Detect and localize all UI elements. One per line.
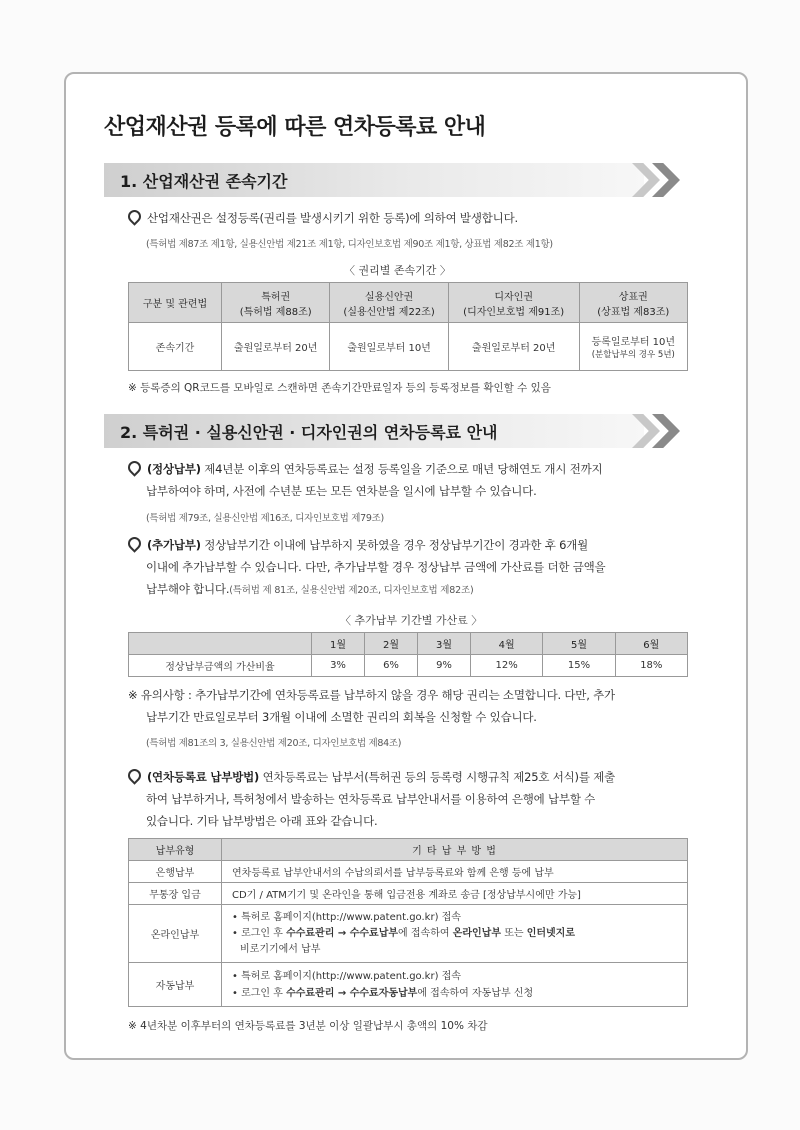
table-cell: 무통장 입금: [129, 883, 222, 905]
table-cell: 18%: [615, 655, 687, 677]
table-cell: • 특허로 홈페이지(http://www.patent.go.kr) 접속 • 로그인 후 수수료관리 → 수수료자동납부에 접속하여 자동납부 신청: [222, 963, 688, 1007]
location-pin-icon: [125, 766, 143, 784]
table-header: 특허권 (특허법 제88조): [222, 283, 330, 323]
section-2-heading: [104, 414, 684, 448]
table-cell: 은행납부: [129, 861, 222, 883]
table-header: 3월: [418, 633, 471, 655]
additional-payment-text: (추가납부) 정상납부기간 이내에 납부하지 못하였을 경우 정상납부기간이 경과한 후 6개월 이내에 추가납부할 수 있습니다. 다만, 추가납부할 경우 정상납부 금액에 가산료를 더한 금액을 납부해야 합니다.(특허법 제 81조, 실용신안법 제20조, 디자인보호법 제82조): [128, 534, 688, 602]
section-1-bullet: 산업재산권은 설정등록(권리를 발생시키기 위한 등록)에 의하여 발생합니다.: [128, 207, 518, 229]
table-header: 6월: [615, 633, 687, 655]
regular-payment-ref: (특허법 제79조, 실용신안법 제16조, 디자인보호법 제79조): [146, 513, 384, 524]
page-title: 산업재산권 등록에 따른 연차등록료 안내: [104, 115, 486, 140]
table-cell: 출원일로부터 10년: [330, 323, 448, 371]
duration-table-caption: 〈 권리별 존속기간 〉: [344, 264, 451, 277]
table-header: 5월: [543, 633, 615, 655]
section-1-note: ※ 등록증의 QR코드를 모바일로 스캔하면 존속기간만료일자 등의 등록정보를 확인할 수 있음: [128, 382, 551, 394]
table-header: 납부유형: [129, 839, 222, 861]
table-cell: CD기 / ATM기기 및 온라인을 통해 입금전용 계좌로 송금 [정상납부시에만 가능]: [222, 883, 688, 905]
table-cell: 연차등록료 납부안내서의 수납의뢰서를 납부등록료와 함께 은행 등에 납부: [222, 861, 688, 883]
surcharge-table-caption: 〈 추가납부 기간별 가산료 〉: [340, 614, 483, 627]
caution-text: ※ 유의사항 : 추가납부기간에 연차등록료를 납부하지 않을 경우 해당 권리는 소멸합니다. 다만, 추가 납부기간 만료일로부터 3개월 이내에 소멸한 권리의 회복을 신청할 수 있습니다.: [128, 688, 615, 724]
table-header: 1월: [312, 633, 365, 655]
surcharge-table: [128, 632, 688, 677]
table-header: 실용신안권 (실용신안법 제22조): [330, 283, 448, 323]
table-cell: 15%: [543, 655, 615, 677]
table-cell: 자동납부: [129, 963, 222, 1007]
table-cell: 3%: [312, 655, 365, 677]
table-cell: 9%: [418, 655, 471, 677]
section-2-title: 2. 특허권 · 실용신안권 · 디자인권의 연차등록료 안내: [120, 423, 498, 442]
table-cell: 12%: [471, 655, 543, 677]
location-pin-icon: [125, 534, 143, 552]
table-cell: 정상납부금액의 가산비율: [129, 655, 312, 677]
payment-method-text: (연차등록료 납부방법) 연차등록료는 납부서(특허권 등의 등록령 시행규칙 제25호 서식)를 제출 하여 납부하거나, 특허청에서 발송하는 연차등록료 납부안내서를 이용하여 은행에 납부할 수 있습니다. 기타 납부방법은 아래 표와 같습니다.: [128, 766, 688, 832]
table-header: [129, 633, 312, 655]
table-header: 디자인권 (디자인보호법 제91조): [448, 283, 579, 323]
table-header: 4월: [471, 633, 543, 655]
payment-method-table: [128, 838, 688, 1007]
table-header: 구분 및 관련법: [129, 283, 222, 323]
table-header: 상표권 (상표법 제83조): [579, 283, 687, 323]
section-1-title: 1. 산업재산권 존속기간: [120, 172, 288, 191]
table-cell: 6%: [365, 655, 418, 677]
section-1-ref: (특허법 제87조 제1항, 실용신안법 제21조 제1항, 디자인보호법 제90조 제1항, 상표법 제82조 제1항): [146, 239, 553, 250]
regular-payment-text: (정상납부) 제4년분 이후의 연차등록료는 설정 등록일을 기준으로 매년 당해연도 개시 전까지 납부하여야 하며, 사전에 수년분 또는 모든 연차분을 일시에 납부할 수 있습니다.: [128, 458, 688, 502]
duration-table: [128, 282, 688, 371]
table-cell: 출원일로부터 20년: [222, 323, 330, 371]
table-cell: 출원일로부터 20년: [448, 323, 579, 371]
table-header: 기 타 납 부 방 법: [222, 839, 688, 861]
caution-ref: (특허법 제81조의 3, 실용신안법 제20조, 디자인보호법 제84조): [146, 738, 402, 749]
table-cell: • 특허로 홈페이지(http://www.patent.go.kr) 접속 • 로그인 후 수수료관리 → 수수료납부에 접속하여 온라인납부 또는 인터넷지로 비로기기에서 납부: [222, 905, 688, 963]
table-header: 2월: [365, 633, 418, 655]
table-cell: 등록일로부터 10년 (분할납부의 경우 5년): [579, 323, 687, 371]
section-1-heading: [104, 163, 684, 197]
table-cell: 온라인납부: [129, 905, 222, 963]
footnote: ※ 4년차분 이후부터의 연차등록료를 3년분 이상 일괄납부시 총액의 10% 차감: [128, 1020, 488, 1032]
location-pin-icon: [125, 458, 143, 476]
table-cell: 존속기간: [129, 323, 222, 371]
location-pin-icon: [125, 207, 143, 225]
